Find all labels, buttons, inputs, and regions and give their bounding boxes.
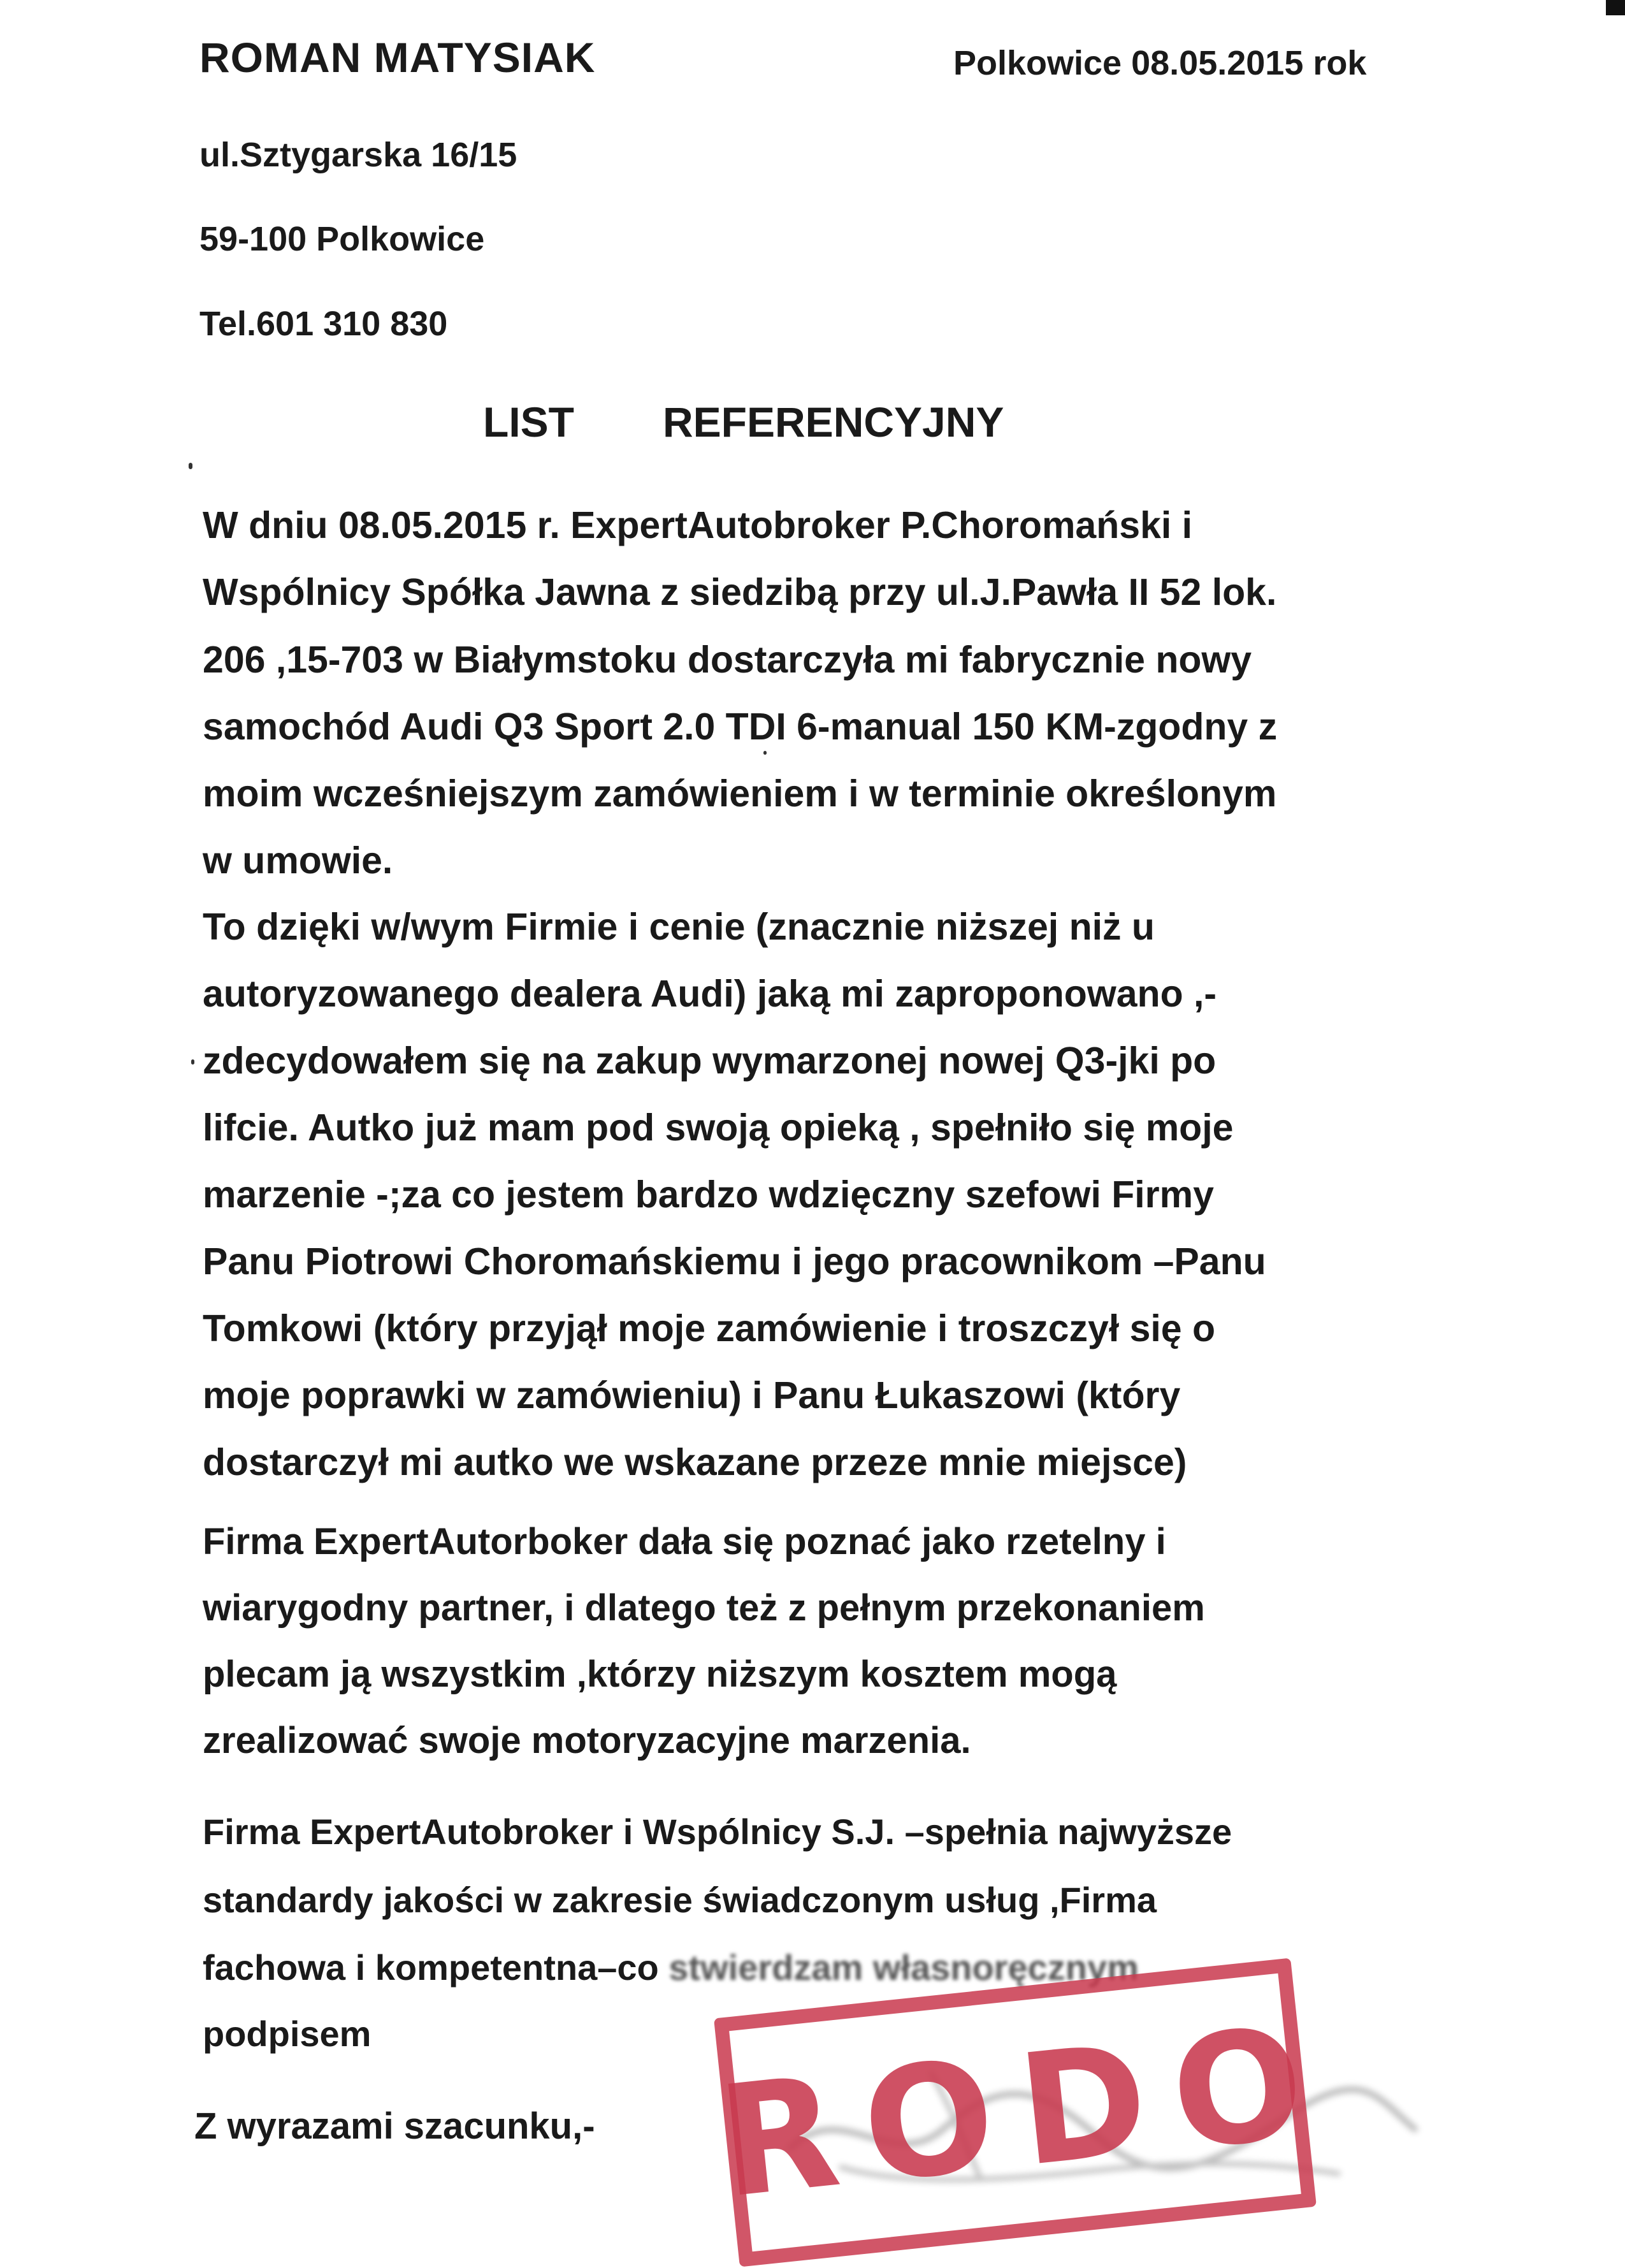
body-line	[203, 1947, 1139, 1988]
body-line: moje poprawki w zamówieniu) i Panu Łukaszowi (który	[203, 1374, 1181, 1416]
scan-speck	[763, 751, 767, 755]
body-line: plecam ją wszystkim ,którzy niższym kosztem mogą	[203, 1654, 1117, 1695]
body-line: W dniu 08.05.2015 r. ExpertAutobroker P.Choromański i	[203, 504, 1193, 546]
body-line: Tomkowi (który przyjął moje zamówienie i troszczył się o	[203, 1307, 1216, 1349]
body-line: Panu Piotrowi Choromańskiemu i jego pracownikom –Panu	[203, 1240, 1266, 1283]
scan-speck	[189, 463, 192, 469]
rodo-stamp	[711, 1958, 1338, 2267]
address-street: ul.Sztygarska 16/15	[199, 136, 517, 174]
body-line: autoryzowanego dealera Audi) jaką mi zaproponowano ,-	[203, 973, 1217, 1015]
body-line: w umowie.	[203, 840, 393, 882]
scan-speck	[191, 1059, 194, 1065]
body-line: 206 ,15-703 w Białymstoku dostarczyła mi fabrycznie nowy	[203, 639, 1252, 681]
stamp-text: RODO	[711, 1991, 1338, 2232]
body-line: zdecydowałem się na zakup wymarzonej nowej Q3-jki po	[203, 1040, 1217, 1082]
body-line: marzenie -;za co jestem bardzo wdzięczny szefowi Firmy	[203, 1174, 1214, 1216]
body-line: Firma ExpertAutorboker dała się poznać jako rzetelny i	[203, 1521, 1166, 1562]
body-line: wiarygodny partner, i dlatego też z pełnym przekonaniem	[203, 1587, 1205, 1629]
redacted-text: stwierdzam własnoręcznym	[668, 1947, 1139, 1988]
letter-title: LIST REFERENCYJNY	[483, 398, 1004, 446]
scan-corner-mark	[1606, 0, 1625, 15]
phone-number: Tel.601 310 830	[199, 305, 448, 343]
body-line: Wspólnicy Spółka Jawna z siedzibą przy ul.J.Pawła II 52 lok.	[203, 571, 1277, 613]
body-line: podpisem	[203, 2014, 372, 2054]
body-line: zrealizować swoje motoryzacyjne marzenia.	[203, 1720, 971, 1761]
body-line: dostarczył mi autko we wskazane przeze mnie miejsce)	[203, 1441, 1187, 1483]
address-city: 59-100 Polkowice	[199, 220, 485, 258]
sender-name: ROMAN MATYSIAK	[199, 34, 596, 81]
body-line: standardy jakości w zakresie świadczonym usług ,Firma	[203, 1880, 1157, 1920]
body-line: samochód Audi Q3 Sport 2.0 TDI 6-manual 150 KM-zgodny z	[203, 706, 1278, 748]
body-line: moim wcześniejszym zamówieniem i w terminie określonym	[203, 773, 1277, 815]
body-text: fachowa i kompetentna–co	[203, 1947, 669, 1988]
body-line: Firma ExpertAutobroker i Wspólnicy S.J. –spełnia najwyższe	[203, 1812, 1232, 1852]
closing-salutation: Z wyrazami szacunku,-	[194, 2105, 595, 2147]
body-line: To dzięki w/wym Firmie i cenie (znacznie niższej niż u	[203, 906, 1155, 948]
letter-date: Polkowice 08.05.2015 rok	[953, 44, 1367, 82]
body-line: lifcie. Autko już mam pod swoją opieką , spełniło się moje	[203, 1107, 1234, 1149]
